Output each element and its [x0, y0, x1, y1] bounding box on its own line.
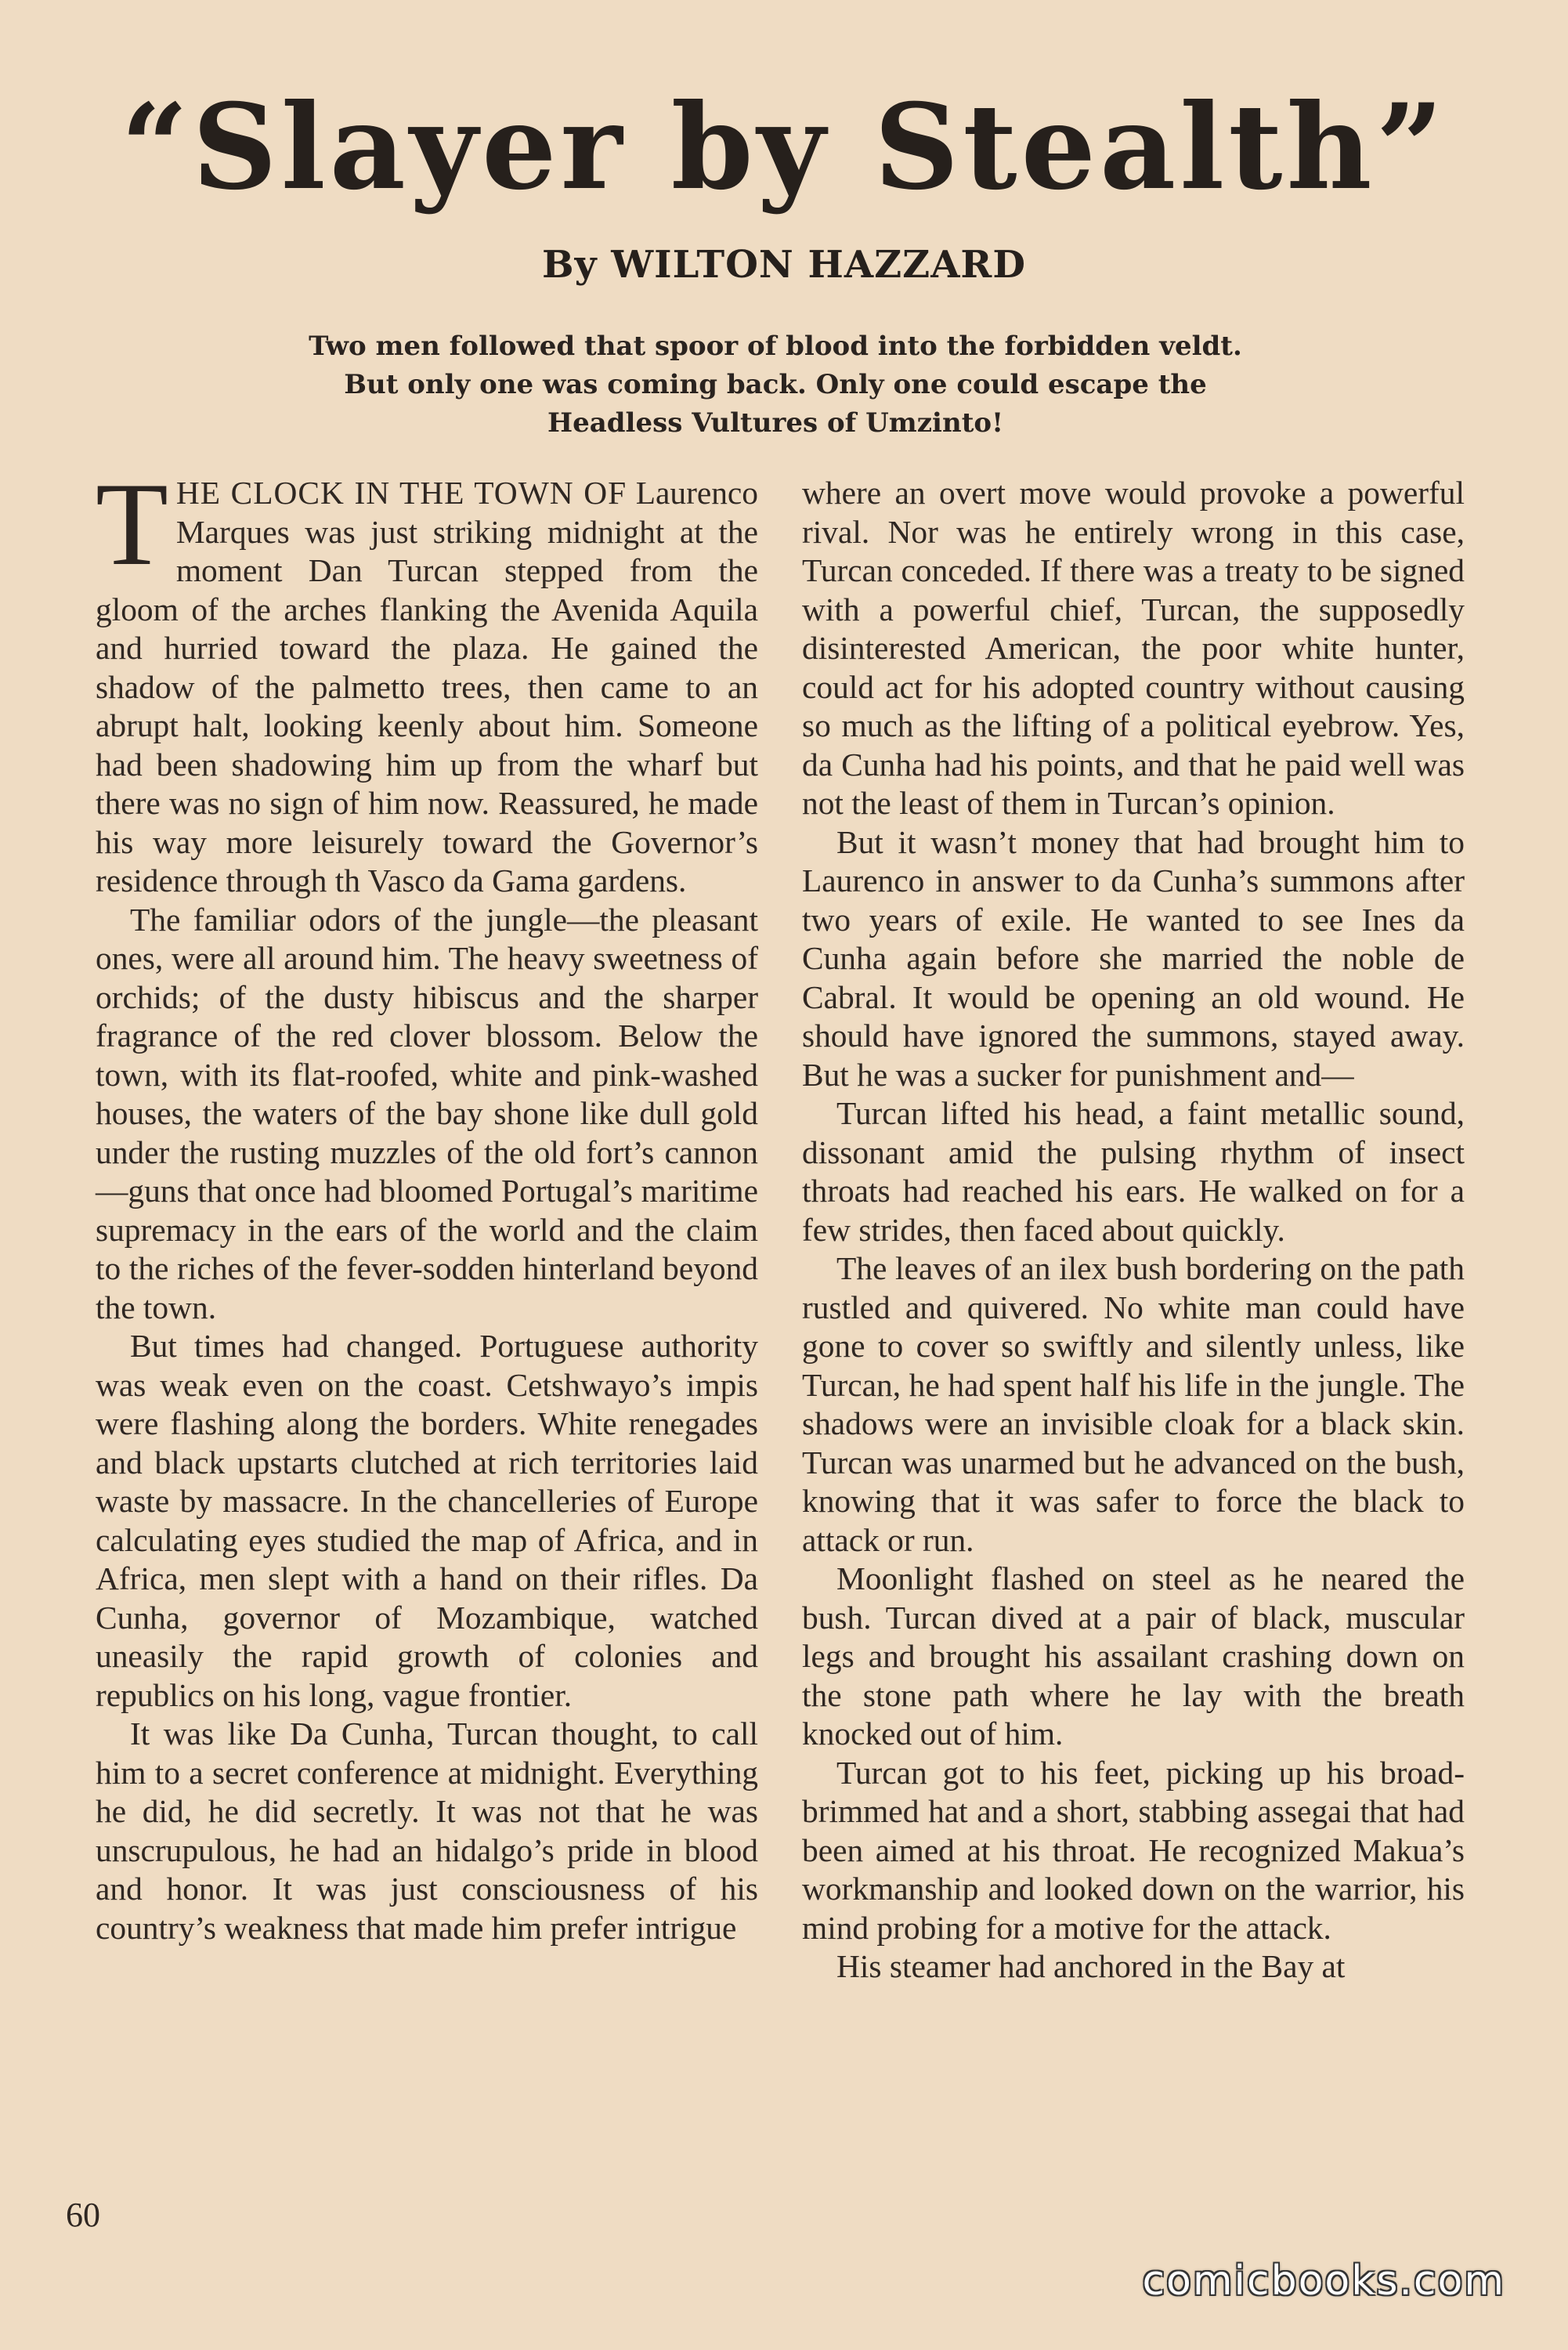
- body-paragraph: Moonlight flashed on steel as he neared the bush. Turcan dived at a pair of black, muscular legs and brought his assailant crashing down on the stone path where he lay with the breath knocked out of him.: [802, 1560, 1465, 1752]
- byline: By WILTON HAZZARD: [542, 243, 1026, 287]
- body-paragraph: Turcan lifted his head, a faint metallic sound, dissonant amid the pulsing rhythm of insect throats had reached his ears. He walked on for a few strides, then faced about quickly.: [802, 1095, 1465, 1248]
- drop-cap: T: [96, 458, 168, 590]
- body-paragraph: The leaves of an ilex bush bordering on the path rustled and quivered. No white man could have gone to cover so swiftly and silently unless, like Turcan, he had spent half his life in the jungle. The shadows were an invisible cloak for a black skin. Turcan was unarmed but he advanced on the bush, knowing that it was safer to force the black to attack or run.: [802, 1250, 1465, 1558]
- lead-caps: HE CLOCK IN THE TOWN OF: [175, 475, 627, 511]
- lead-paragraph: [96, 458, 758, 901]
- article-deck: Two men followed that spoor of blood into the forbidden veldt. But only one was coming back. Only one could escape the Headless Vultures of Umzinto!: [309, 331, 1242, 439]
- left-column: [96, 458, 758, 1947]
- body-paragraph: But it wasn’t money that had brought him to Laurenco in answer to da Cunha’s summons after two years of exile. He wanted to see Ines da Cunha again before she married the noble de Cabral. It would be opening an old wound. He should have ignored the summons, stayed away. But he was a sucker for punishment and—: [802, 823, 1465, 1093]
- body-paragraph: But times had changed. Portuguese authority was weak even on the coast. Cetshwayo’s impis were flashing along the borders. White renegades and black upstarts clutched at rich territories laid waste by massacre. In the chancelleries of Europe calculating eyes studied the map of Africa, and in Africa, men slept with a hand on their rifles. Da Cunha, governor of Mozambique, watched uneasily the rapid growth of colonies and republics on his long, vague frontier.: [96, 1328, 758, 1713]
- lead-text: Laurenco Marques was just striking midnight at the moment Dan Turcan stepped from the gloom of the arches flanking the Avenida Aquila and hurried toward the plaza. He gained the shadow of the palmetto trees, then came to an abrupt halt, looking keenly about him. Someone had been shadowing him up from the wharf but there was no sign of him now. Reassured, he made his way more leisurely toward the Governor’s residence through th Vasco da Gama gardens.: [96, 475, 758, 898]
- body-paragraph: Turcan got to his feet, picking up his broad-brimmed hat and a short, stabbing assegai that had been aimed at his throat. He recognized Makua’s workmanship and looked down on the warrior, his mind probing for a motive for the attack.: [802, 1754, 1465, 1946]
- page-number: 60: [66, 2196, 100, 2234]
- body-paragraph: His steamer had anchored in the Bay at: [836, 1948, 1346, 1984]
- article-title: “Slayer by Stealth”: [121, 78, 1447, 216]
- continued-paragraph: where an overt move would provoke a powerful rival. Nor was he entirely wrong in this case, Turcan conceded. If there was a treaty to be signed with a powerful chief, Turcan, the supposedly disinterested American, the poor white hunter, could act for his adopted country without causing so much as the lifting of a political eyebrow. Yes, da Cunha had his points, and that he paid well was not the least of them in Turcan’s opinion.: [802, 475, 1465, 821]
- body-paragraph: It was like Da Cunha, Turcan thought, to call him to a secret conference at midnight. Everything he did, he did secretly. It was not that he was unscrupulous, he had an hidalgo’s pride in blood and honor. It was just consciousness of his country’s weakness that made him prefer intrigue: [96, 1716, 758, 1946]
- body-paragraph: The familiar odors of the jungle—the pleasant ones, were all around him. The heavy sweetness of orchids; of the dusty hibiscus and the sharper fragrance of the red clover blossom. Below the town, with its flat-roofed, white and pink-washed houses, the waters of the bay shone like dull gold under the rusting muzzles of the old fort’s cannon—guns that once had bloomed Portugal’s maritime supremacy in the ears of the world and the claim to the riches of the fever-sodden hinterland beyond the town.: [96, 901, 758, 1325]
- site-watermark: comicbooks.com: [1142, 2258, 1505, 2305]
- right-column: [802, 474, 1465, 1987]
